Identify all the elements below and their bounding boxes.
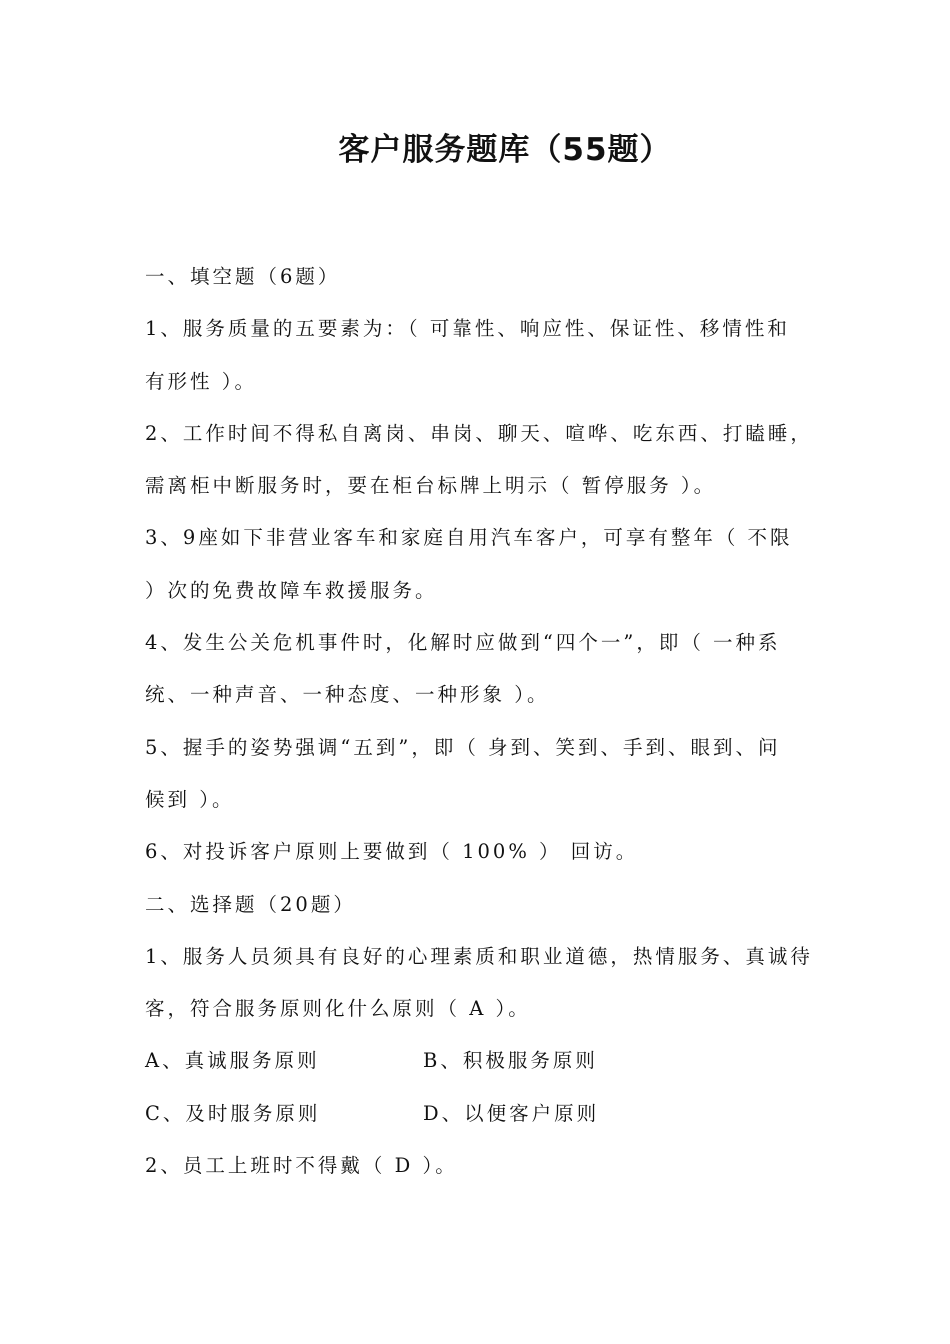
document-title: 客户服务题库（55题） bbox=[338, 132, 672, 168]
mc-q2-line1: 2、员工上班时不得戴（ D ）。 bbox=[145, 1154, 458, 1178]
mc-q1-option-a: A、真诚服务原则 bbox=[145, 1049, 320, 1073]
fill-q4-line1: 4、发生公关危机事件时，化解时应做到“四个一”，即（ 一种系 bbox=[145, 631, 781, 655]
mc-q1-line2: 客，符合服务原则化什么原则（ A ）。 bbox=[145, 997, 531, 1021]
fill-q1-line2: 有形性 ）。 bbox=[145, 369, 257, 393]
fill-q6-line1: 6、对投诉客户原则上要做到（ 100% ） 回访。 bbox=[145, 840, 639, 864]
fill-q5-line1: 5、握手的姿势强调“五到”，即（ 身到、笑到、手到、眼到、问 bbox=[145, 735, 781, 759]
mc-q1-option-d: D、以便客户原则 bbox=[423, 1101, 600, 1125]
fill-q5-line2: 候到 ）。 bbox=[145, 787, 235, 811]
fill-q2-line1: 2、工作时间不得私自离岗、串岗、聊天、喧哗、吃东西、打瞌睡， bbox=[145, 421, 813, 445]
section-heading-multiple-choice: 二、选择题（20题） bbox=[145, 892, 356, 916]
mc-q1-options-row2 bbox=[145, 1088, 811, 1140]
fill-q3-line1: 3、9座如下非营业客车和家庭自用汽车客户，可享有整年（ 不限 bbox=[145, 526, 793, 550]
mc-q1-option-c: C、及时服务原则 bbox=[145, 1101, 321, 1125]
section-heading-fill-blank: 一、填空题（6题） bbox=[145, 265, 341, 288]
document-body bbox=[145, 251, 811, 1192]
mc-q1-line1: 1、服务人员须具有良好的心理素质和职业道德，热情服务、真诚待 bbox=[145, 944, 813, 968]
fill-q1-line1: 1、服务质量的五要素为：（ 可靠性、响应性、保证性、移情性和 bbox=[145, 317, 790, 341]
mc-q1-options-row1 bbox=[145, 1035, 811, 1087]
fill-q4-line2: 统、一种声音、一种态度、一种形象 ）。 bbox=[145, 683, 550, 707]
fill-q2-line2: 需离柜中断服务时，要在柜台标牌上明示（ 暂停服务 ）。 bbox=[145, 474, 717, 498]
mc-q1-option-b: B、积极服务原则 bbox=[423, 1049, 598, 1073]
fill-q3-line2: ）次的免费故障车救援服务。 bbox=[145, 578, 438, 602]
